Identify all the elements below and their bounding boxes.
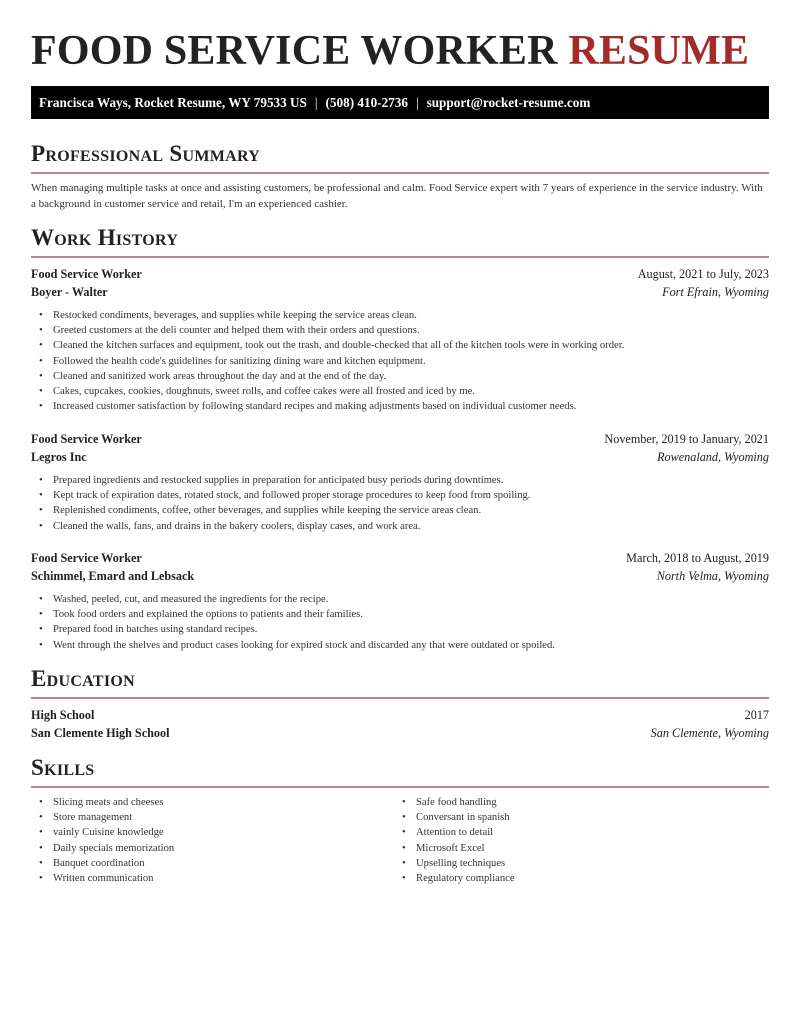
skill-item: • Banquet coordination — [53, 856, 174, 871]
list-item: • Cleaned the walls, fans, and drains in the bakery coolers, display cases, and work area. — [53, 519, 530, 534]
skills-list-right — [394, 795, 515, 886]
job-dates: November, 2019 to January, 2021 — [604, 432, 769, 446]
job-header-row — [31, 265, 769, 283]
skill-item: • Attention to detail — [416, 825, 515, 840]
section-divider — [31, 786, 769, 788]
job-company-row — [31, 283, 769, 301]
education-degree-row — [31, 706, 769, 724]
job-dates: August, 2021 to July, 2023 — [637, 267, 769, 281]
job-duties-list — [31, 592, 555, 653]
job-title: Food Service Worker — [31, 551, 142, 565]
skill-item: • Conversant in spanish — [416, 810, 515, 825]
skill-item: • Slicing meats and cheeses — [53, 795, 174, 810]
contact-bar — [31, 86, 769, 119]
job-location: North Velma, Wyoming — [656, 569, 769, 583]
section-heading-work-history: Work History — [31, 225, 179, 250]
education-degree: High School — [31, 708, 95, 722]
education-school-row — [31, 724, 769, 742]
list-item: • Kept track of expiration dates, rotated stock, and followed proper storage procedures to keep food from spoiling. — [53, 488, 530, 503]
contact-separator: | — [314, 95, 318, 110]
list-item: • Restocked condiments, beverages, and supplies while keeping the service areas clean. — [53, 308, 624, 323]
list-item: • Prepared ingredients and restocked supplies in preparation for anticipated busy periods during downtimes. — [53, 473, 530, 488]
job-dates: March, 2018 to August, 2019 — [626, 551, 769, 565]
title-main: FOOD SERVICE WORKER — [31, 28, 558, 74]
section-heading-skills: Skills — [31, 755, 95, 780]
job-company-row — [31, 567, 769, 585]
job-title: Food Service Worker — [31, 267, 142, 281]
list-item: • Cakes, cupcakes, cookies, doughnuts, sweet rolls, and coffee cakes were all frosted and iced by me. — [53, 384, 624, 399]
section-divider — [31, 172, 769, 174]
job-duties-list — [31, 473, 530, 534]
skill-item: • Safe food handling — [416, 795, 515, 810]
skill-item: • Store management — [53, 810, 174, 825]
section-divider — [31, 697, 769, 699]
resume-title — [31, 28, 749, 74]
list-item: • Greeted customers at the deli counter and helped them with their orders and questions. — [53, 323, 624, 338]
skill-item: • Upselling techniques — [416, 856, 515, 871]
job-company-row — [31, 448, 769, 466]
skill-item: • vainly Cuisine knowledge — [53, 825, 174, 840]
list-item: • Replenished condiments, coffee, other beverages, and supplies while keeping the service areas clean. — [53, 503, 530, 518]
skill-item: • Daily specials memorization — [53, 841, 174, 856]
job-location: Fort Efrain, Wyoming — [662, 285, 769, 299]
title-accent: RESUME — [568, 28, 750, 74]
contact-email[interactable]: support@rocket-resume.com — [426, 95, 591, 110]
job-company: Schimmel, Emard and Lebsack — [31, 569, 195, 583]
job-location: Rowenaland, Wyoming — [657, 450, 769, 464]
summary-text: When managing multiple tasks at once and assisting customers, be professional and calm. Food Service expert with 7 years of experience in the service industry. With a background in customer service and retail, I'm an experienced cashier. — [31, 182, 763, 210]
skills-list-left — [31, 795, 174, 886]
list-item: • Prepared food in batches using standard recipes. — [53, 622, 555, 637]
job-duties-list — [31, 308, 624, 414]
education-location: San Clemente, Wyoming — [650, 726, 769, 740]
section-heading-summary: Professional Summary — [31, 141, 261, 166]
list-item: • Cleaned the kitchen surfaces and equipment, took out the trash, and double-checked that all of the kitchen tools were in working order. — [53, 338, 624, 353]
list-item: • Increased customer satisfaction by following standard recipes and making adjustments based on individual customer needs. — [53, 399, 624, 414]
job-title: Food Service Worker — [31, 432, 142, 446]
education-school: San Clemente High School — [31, 726, 170, 740]
contact-address: Francisca Ways, Rocket Resume, WY 79533 US — [39, 95, 307, 110]
job-header-row — [31, 549, 769, 567]
skill-item: • Written communication — [53, 871, 174, 886]
job-company: Legros Inc — [31, 450, 87, 464]
contact-phone: (508) 410-2736 — [325, 95, 408, 110]
section-heading-education: Education — [31, 666, 135, 691]
list-item: • Took food orders and explained the options to patients and their families. — [53, 607, 555, 622]
list-item: • Went through the shelves and product cases looking for expired stock and discarded any that were outdated or spoiled. — [53, 638, 555, 653]
skill-item: • Regulatory compliance — [416, 871, 515, 886]
skill-item: • Microsoft Excel — [416, 841, 515, 856]
list-item: • Washed, peeled, cut, and measured the ingredients for the recipe. — [53, 592, 555, 607]
job-header-row — [31, 430, 769, 448]
contact-separator: | — [415, 95, 419, 110]
education-year: 2017 — [744, 708, 769, 722]
list-item: • Followed the health code's guidelines for sanitizing dining ware and kitchen equipment. — [53, 354, 624, 369]
job-company: Boyer - Walter — [31, 285, 108, 299]
section-divider — [31, 256, 769, 258]
list-item: • Cleaned and sanitized work areas throughout the day and at the end of the day. — [53, 369, 624, 384]
